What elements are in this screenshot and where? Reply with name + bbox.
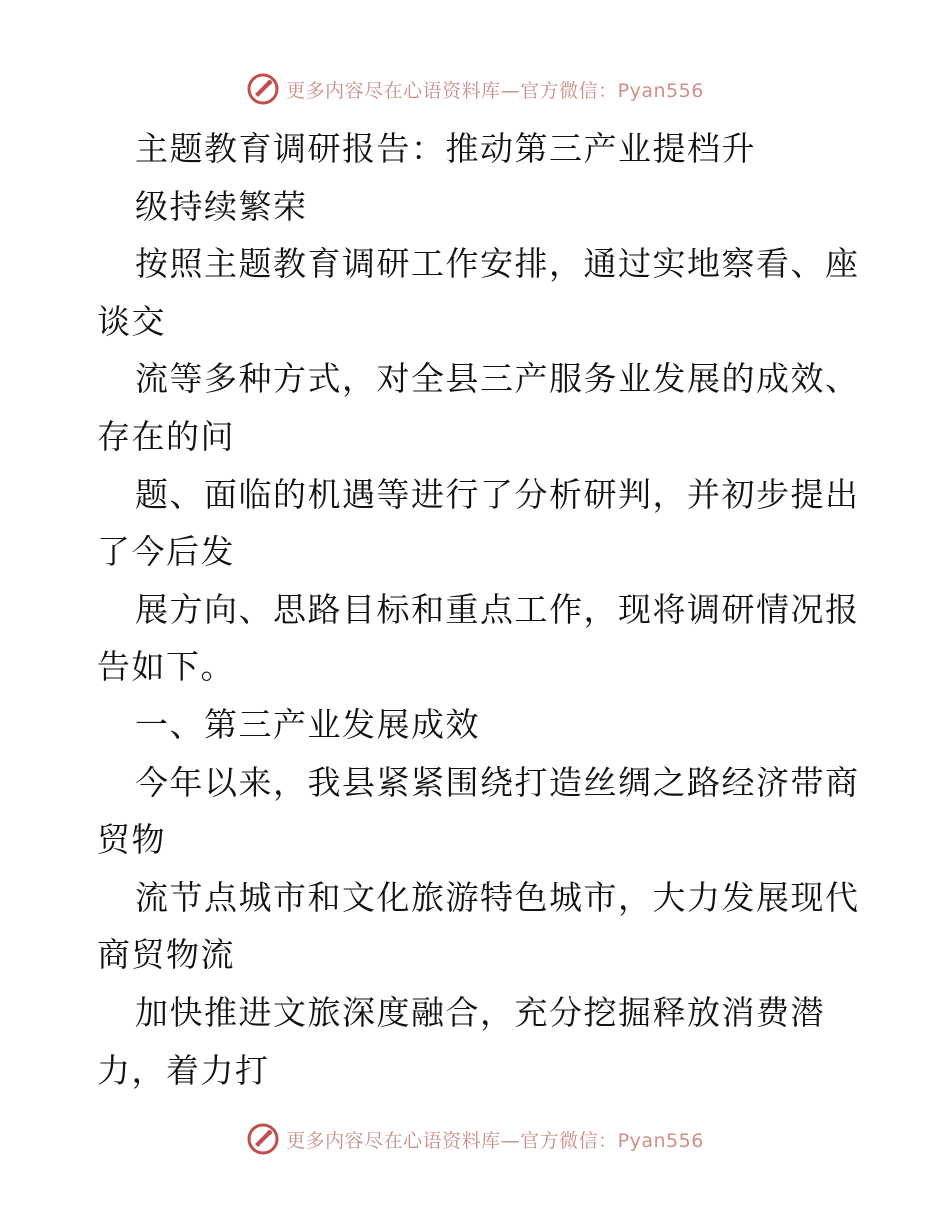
watermark-label: 更多内容尽在心语资料库—官方微信： [286,1129,618,1152]
logo-icon [246,72,280,106]
section-heading-1: 一、第三产业发展成效 [135,704,480,744]
paragraph-1-line-2: 谈交 [97,301,166,341]
watermark-footer [0,1122,950,1156]
document-body [97,120,867,1099]
watermark-text [286,1126,704,1153]
paragraph-4-line-2: 告如下。 [97,647,235,687]
paragraph-7-line-1: 加快推进文旅深度融合，充分挖掘释放消费潜 [135,992,825,1032]
paragraph-6-line-1: 流节点城市和文化旅游特色城市，大力发展现代 [135,877,860,917]
paragraph-3-line-2: 了今后发 [97,532,235,572]
paragraph-4-line-1: 展方向、思路目标和重点工作，现将调研情况报 [135,589,860,629]
paragraph-7-line-2: 力，着力打 [97,1050,270,1090]
logo-icon [246,1122,280,1156]
paragraph-2-line-2: 存在的问 [97,416,235,456]
paragraph-2-line-1: 流等多种方式，对全县三产服务业发展的成效、 [135,359,860,399]
watermark-text [286,76,704,103]
watermark-wechat-id: Pyan556 [617,79,704,102]
watermark-label: 更多内容尽在心语资料库—官方微信： [286,79,618,102]
document-title-line-1: 主题教育调研报告：推动第三产业提档升 [135,129,756,168]
watermark-header [0,72,950,106]
paragraph-3-line-1: 题、面临的机遇等进行了分析研判，并初步提出 [135,474,860,514]
document-title-line-2: 级持续繁荣 [135,186,308,226]
paragraph-6-line-2: 商贸物流 [97,935,235,975]
paragraph-5-line-1: 今年以来，我县紧紧围绕打造丝绸之路经济带商 [135,762,860,802]
paragraph-5-line-2: 贸物 [97,820,166,860]
watermark-wechat-id: Pyan556 [617,1129,704,1152]
paragraph-1-line-1: 按照主题教育调研工作安排，通过实地察看、座 [135,244,860,284]
